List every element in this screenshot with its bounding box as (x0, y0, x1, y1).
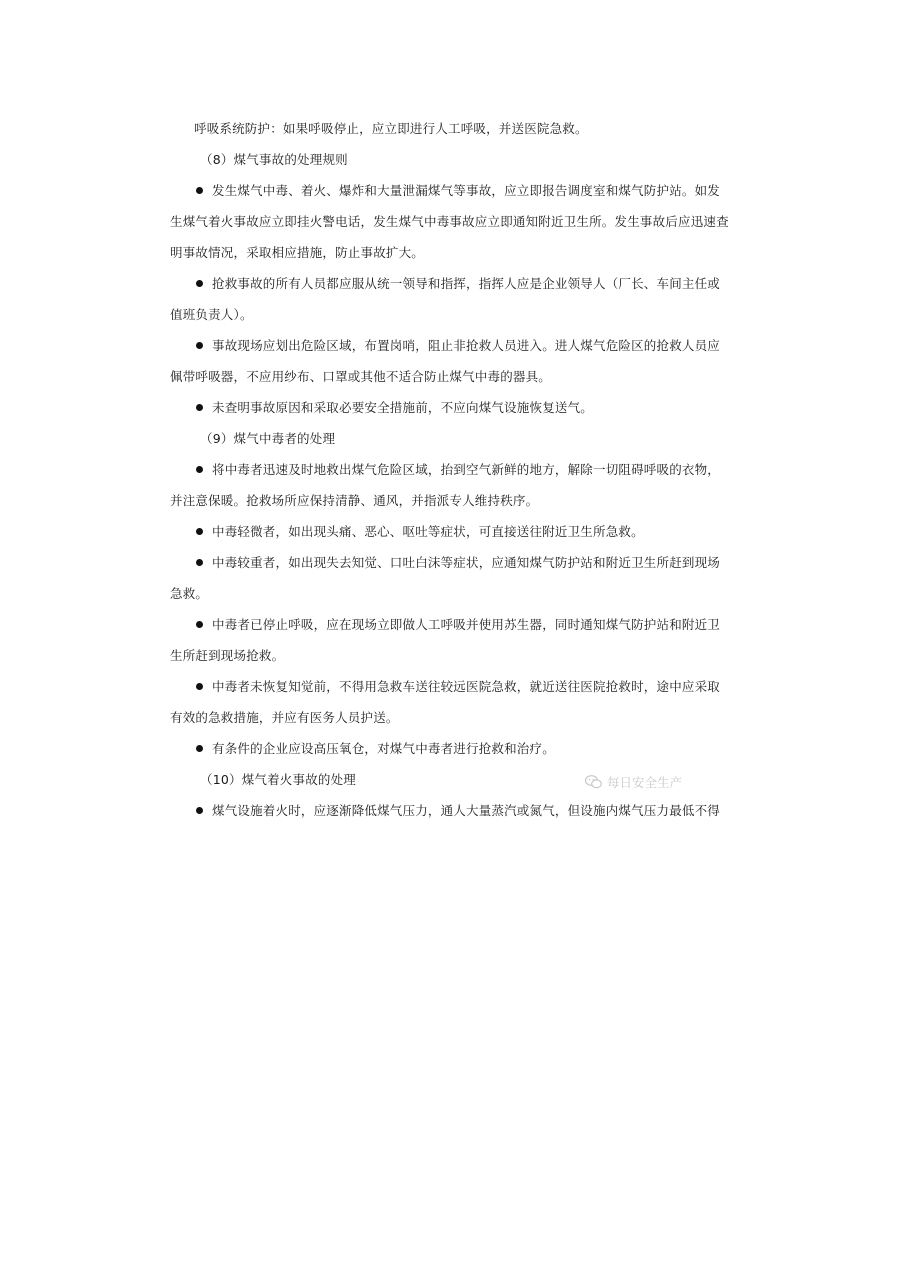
bullet-icon (196, 187, 203, 194)
list-item: 煤气设施着火时，应逐渐降低煤气压力，通人大量蒸汽或氮气，但设施内煤气压力最低不得 (170, 795, 680, 826)
bullet-icon (196, 342, 203, 349)
bullet-icon (196, 745, 203, 752)
text-line: 佩带呼吸器，不应用纱布、口罩或其他不适合防止煤气中毒的器具。 (170, 369, 552, 384)
bullet-icon (196, 528, 203, 535)
list-item: 发生煤气中毒、着火、爆炸和大量泄漏煤气等事故，应立即报告调度室和煤气防护站。如发 (170, 175, 680, 206)
bullet-icon (196, 807, 203, 814)
list-item: 抢救事故的所有人员都应服从统一领导和指挥，指挥人应是企业领导人（厂长、车间主任或 (170, 268, 680, 299)
list-item: 将中毒者迅速及时地救出煤气危险区域，抬到空气新鲜的地方，解除一切阻碍呼吸的衣物， (170, 454, 680, 485)
text-line: 并注意保暖。抢救场所应保持清静、通风，并指派专人维持秩序。 (170, 493, 539, 508)
watermark (585, 773, 682, 791)
watermark-text: 每日安全生产 (607, 775, 683, 790)
document-body (170, 113, 729, 826)
list-item: 事故现场应划出危险区域，布置岗哨，阻止非抢救人员进入。进人煤气危险区的抢救人员应 (170, 330, 680, 361)
bullet-icon (196, 621, 203, 628)
text-line: 急救。 (170, 586, 209, 601)
text-line: 呼吸系统防护：如果呼吸停止，应立即进行人工呼吸，并送医院急救。 (194, 121, 588, 136)
list-item: 中毒轻微者，如出现头痛、恶心、呕吐等症状，可直接送往附近卫生所急救。 (170, 516, 680, 547)
bullet-icon (196, 404, 203, 411)
section-heading: （8）煤气事故的处理规则 (200, 152, 348, 167)
list-item: 未查明事故原因和采取必要安全措施前，不应向煤气设施恢复送气。 (170, 392, 680, 423)
text-line: 生所赶到现场抢救。 (170, 648, 285, 663)
wechat-icon (585, 775, 602, 789)
bullet-icon (196, 683, 203, 690)
text-line: 明事故情况，采取相应措施，防止事故扩大。 (170, 245, 425, 260)
bullet-icon (196, 280, 203, 287)
section-heading: （9）煤气中毒者的处理 (200, 431, 336, 446)
bullet-icon (196, 559, 203, 566)
list-item: 中毒者已停止呼吸，应在现场立即做人工呼吸并使用苏生器，同时通知煤气防护站和附近卫 (170, 609, 680, 640)
text-line: 值班负责人）。 (170, 307, 253, 322)
list-item: 有条件的企业应设高压氧仓，对煤气中毒者进行抢救和治疗。 (170, 733, 680, 764)
section-heading: （10）煤气着火事故的处理 (200, 772, 357, 787)
bullet-icon (196, 466, 203, 473)
list-item: 中毒者未恢复知觉前，不得用急救车送往较远医院急救，就近送往医院抢救时，途中应采取 (170, 671, 680, 702)
text-line: 生煤气着火事故应立即挂火警电话，发生煤气中毒事故应立即通知附近卫生所。发生事故后应迅速查 (170, 214, 729, 229)
text-line: 有效的急救措施，并应有医务人员护送。 (170, 710, 399, 725)
list-item: 中毒较重者，如出现失去知觉、口吐白沫等症状，应通知煤气防护站和附近卫生所赶到现场 (170, 547, 680, 578)
